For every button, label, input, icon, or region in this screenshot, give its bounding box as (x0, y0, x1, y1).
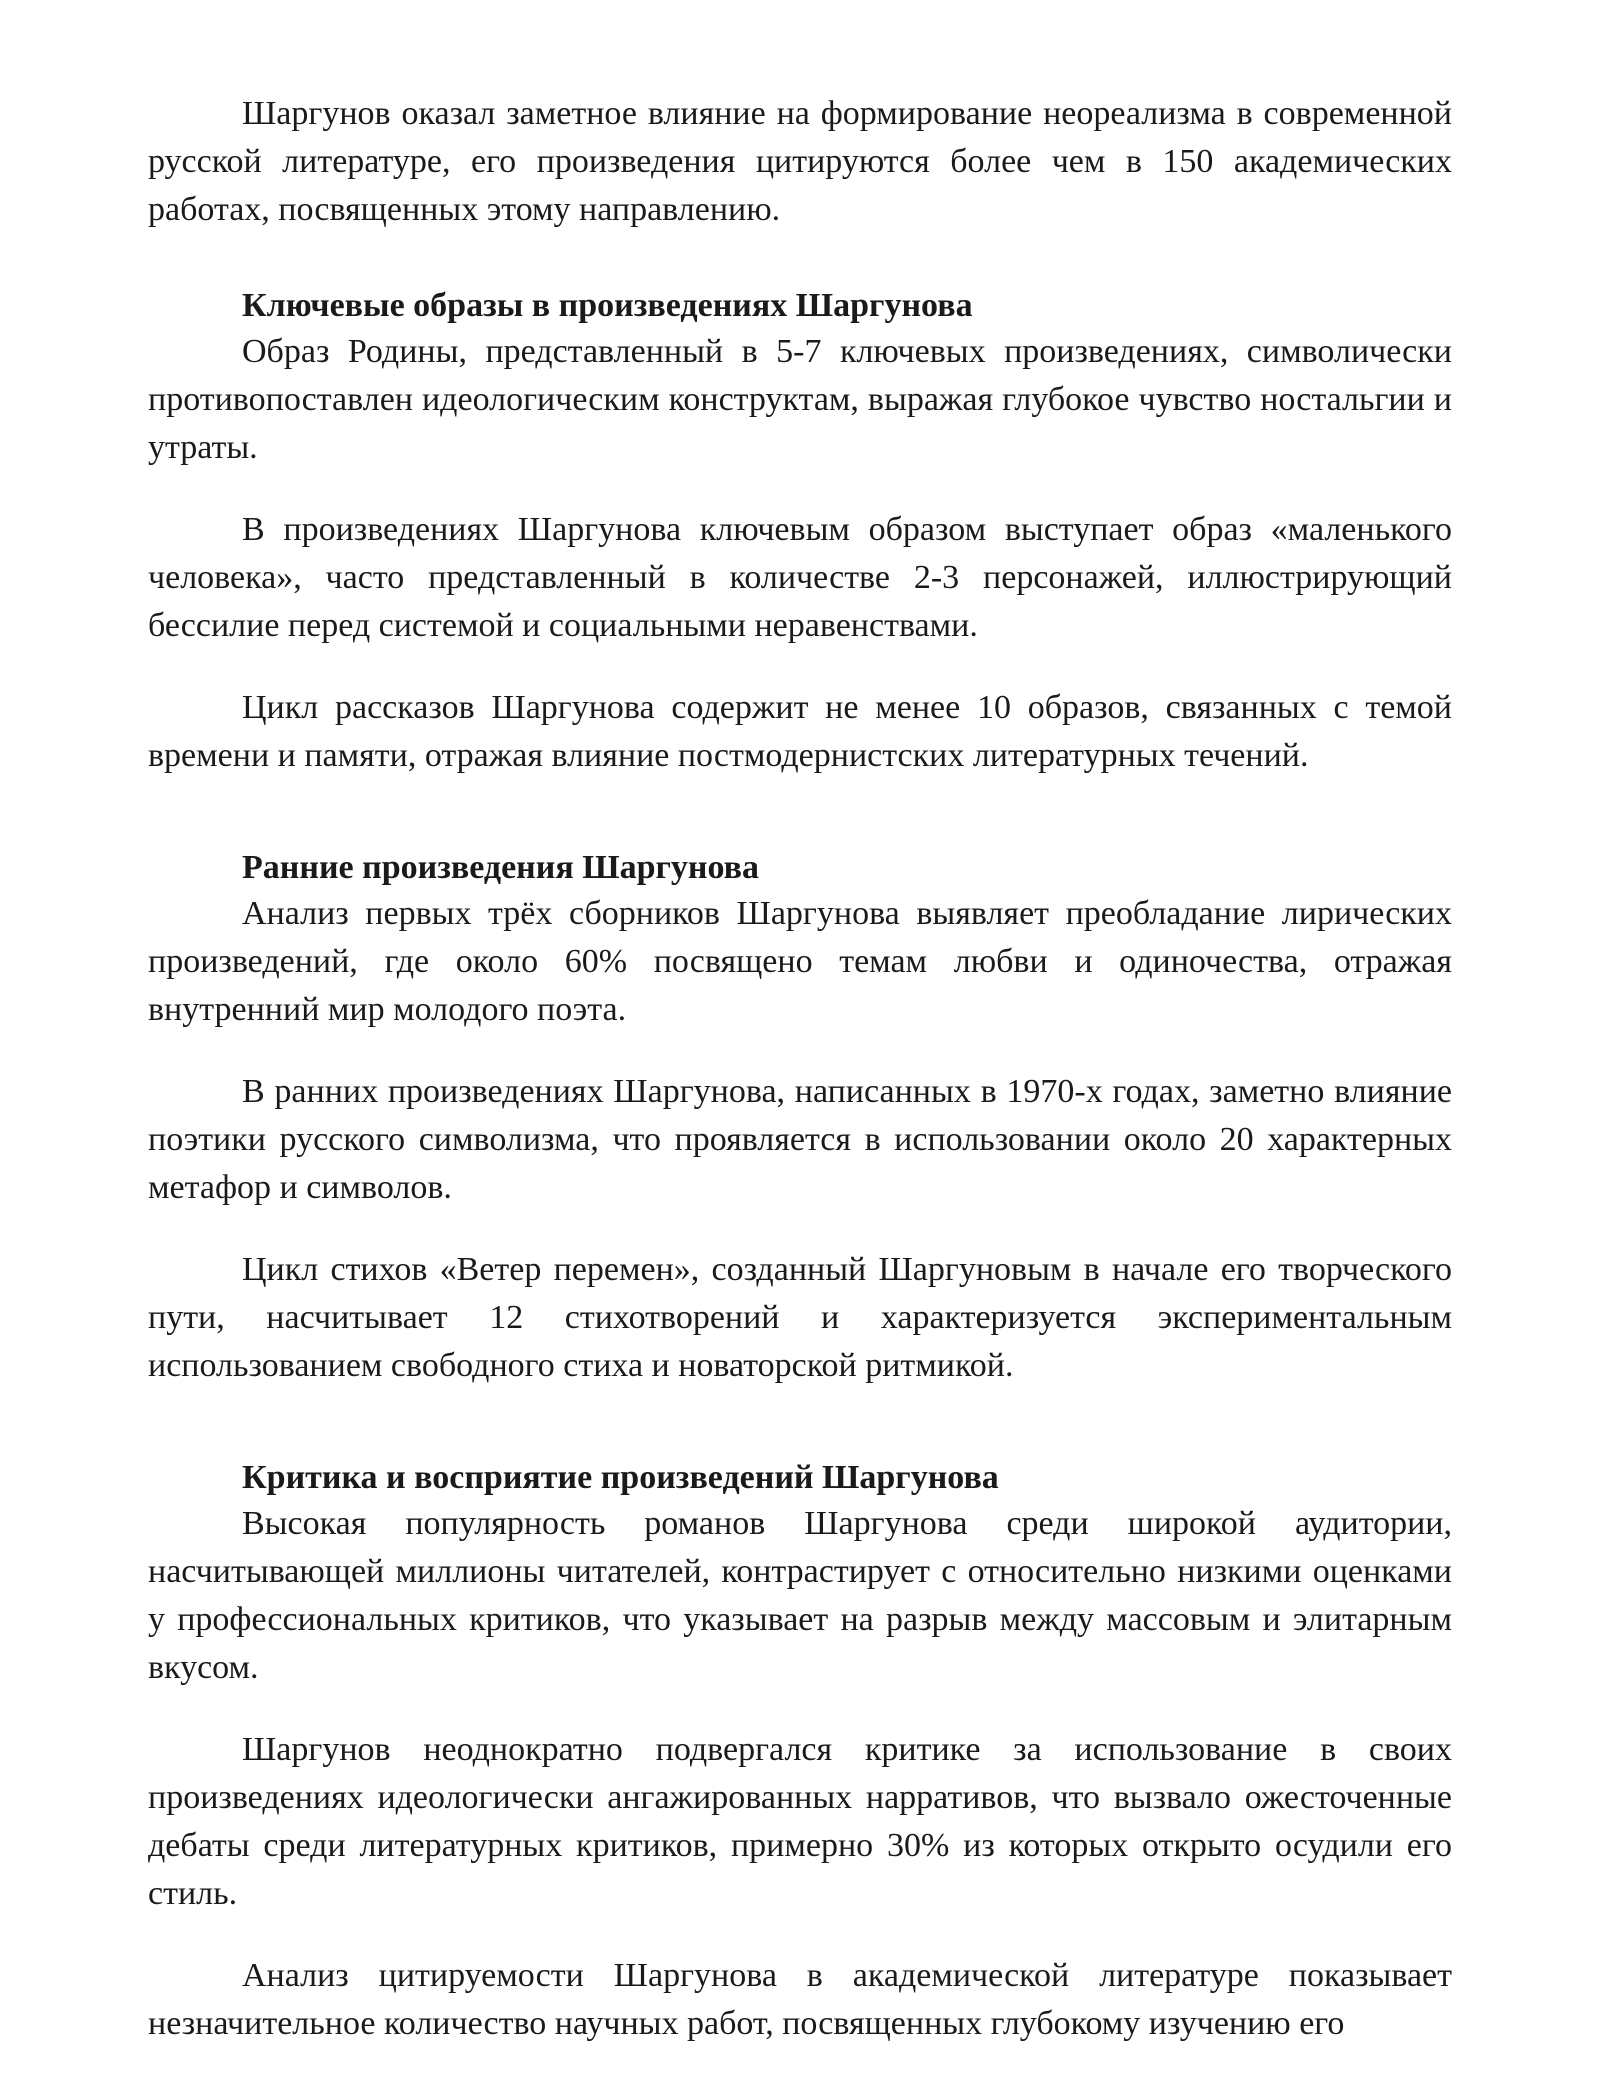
intro-paragraph: Шаргунов оказал заметное влияние на формирование неореализма в современной русской литературе, его произведения цитируются более чем в 150 академических работах, посвященных этому направлению. (148, 95, 1452, 228)
paragraph-motherland-image: Образ Родины, представленный в 5-7 ключевых произведениях, символически противопоставлен идеологическим конструктам, выражая глубокое чувство ностальгии и утраты. (148, 333, 1452, 466)
paragraph-symbolism-influence: В ранних произведениях Шаргунова, написанных в 1970-х годах, заметно влияние поэтики русского символизма, что проявляется в использовании около 20 характерных метафор и символов. (148, 1073, 1452, 1206)
paragraph-criticism: Шаргунов неоднократно подвергался критике за использование в своих произведениях идеологически ангажированных нарративов, что вызвало ожесточенные дебаты среди литературных критиков, примерно 30% из которых открыто осудили его стиль. (148, 1731, 1452, 1912)
paragraph-wind-of-change: Цикл стихов «Ветер перемен», созданный Шаргуновым в начале его творческого пути, насчитывает 12 стихотворений и характеризуется экспериментальным использованием свободного стиха и новаторской ритмикой. (148, 1251, 1452, 1384)
paragraph-citation-analysis: Анализ цитируемости Шаргунова в академической литературе показывает незначительное количество научных работ, посвященных глубокому изучению его (148, 1957, 1452, 2042)
section-heading-early-works: Ранние произведения Шаргунова (242, 849, 760, 886)
paragraph-little-man-image: В произведениях Шаргунова ключевым образом выступает образ «маленького человека», часто представленный в количестве 2-3 персонажей, иллюстрирующий бессилие перед системой и социальными неравенствами. (148, 511, 1452, 644)
document-page (148, 90, 1452, 2082)
paragraph-popularity: Высокая популярность романов Шаргунова среди широкой аудитории, насчитывающей миллионы читателей, контрастирует с относительно низкими оценками у профессиональных критиков, что указывает на разрыв между массовым и элитарным вкусом. (148, 1505, 1452, 1686)
section-heading-key-images: Ключевые образы в произведениях Шаргунова (242, 287, 973, 324)
paragraph-stories-cycle: Цикл рассказов Шаргунова содержит не менее 10 образов, связанных с темой времени и памяти, отражая влияние постмодернистских литературных течений. (148, 689, 1452, 774)
section-heading-criticism: Критика и восприятие произведений Шаргунова (242, 1459, 999, 1496)
paragraph-first-collections: Анализ первых трёх сборников Шаргунова выявляет преобладание лирических произведений, где около 60% посвящено темам любви и одиночества, отражая внутренний мир молодого поэта. (148, 895, 1452, 1028)
